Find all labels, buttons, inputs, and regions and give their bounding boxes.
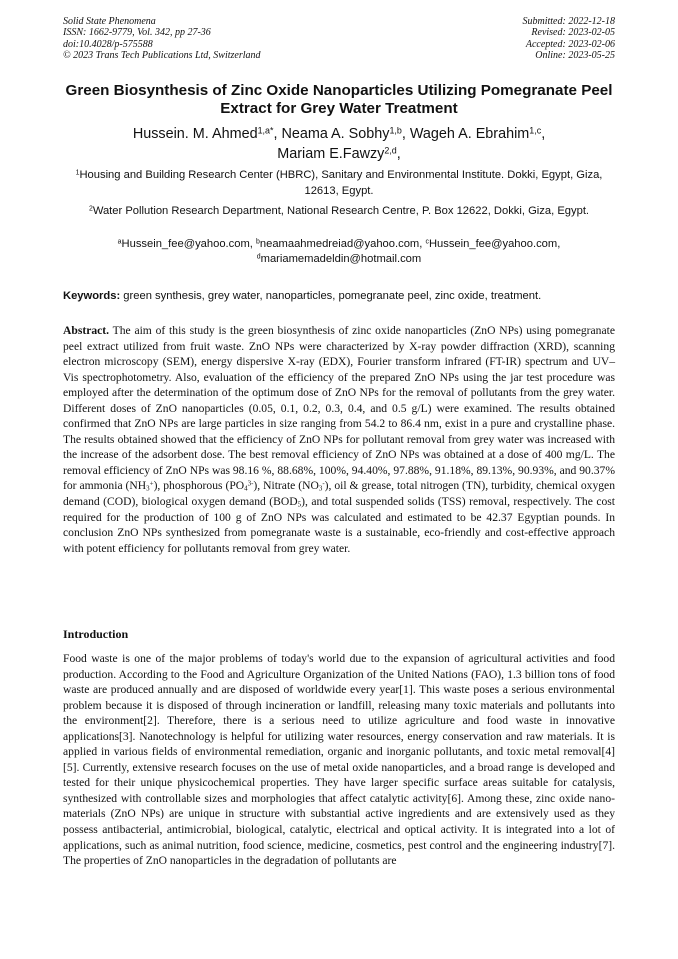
email-marker: c [425,238,429,246]
author-affiliation-marker: 2,d [384,145,397,156]
affiliation-text: Water Pollution Research Department, National Research Centre, P. Box 12622, Dokki, Giza, Egypt. [92,205,590,217]
author-separator: , [273,126,282,142]
author-name: Mariam E.Fawzy [277,146,385,162]
copyright: © 2023 Trans Tech Publications Ltd, Switzerland [63,50,261,62]
email-marker: d [256,253,261,261]
email-marker: a [117,238,122,246]
email-separator: , [557,238,561,250]
author-list [63,124,615,164]
section-heading-introduction: Introduction [63,627,129,641]
affiliation [63,167,615,199]
article-dates [523,16,616,62]
superscript: 3- [247,480,254,488]
paper-title: Green Biosynthesis of Zinc Oxide Nanoparticles Utilizing Pomegranate Peel Extract for Grey Water Treatment [65,82,613,117]
keywords-label: Keywords: [63,290,121,302]
author-separator: , [541,126,546,142]
author-affiliation-marker: 1,b [389,125,402,136]
affiliation-text: Housing and Building Research Center (HBRC), Sanitary and Environmental Institute. Dokki, Egypt, Giza, 12613, Egypt. [79,169,603,197]
abstract-text: ), and total suspended solids (TSS) removal, respectively. The cost required for the production of 100 g of ZnO NPs was calculated and estimated to be 42.37 Egyptian pounds. In conclusion ZnO NPs synthesized from pomegranate waste is a sustainable, eco-friendly and cost-effective approach with potent efficiency for pollutants removal from grey water. [63,495,616,555]
author-name: Hussein. M. Ahmed [132,126,258,142]
journal-info [63,16,261,62]
online-date: Online: 2023-05-25 [535,50,615,62]
subscript: 4 [244,484,248,493]
email-separator: , [249,238,257,250]
issn-volume: ISSN: 1662-9779, Vol. 342, pp 27-36 [63,27,211,39]
abstract-text: ), oil & grease, total nitrogen (TN), turbidity, chemical oxygen demand (COD), biological oxygen demand (BOD [63,479,615,509]
email-marker: b [256,238,260,246]
doi: doi:10.4028/p-575588 [63,38,153,50]
email-separator: , [419,238,426,250]
email-address[interactable]: Hussein_fee@yahoo.com [428,238,558,250]
affiliation-number: 1 [75,169,80,177]
introduction-paragraph: Food waste is one of the major problems of today's world due to the expansion of agricultural activities and food production. According to the Food and Agriculture Organization of the United Nations (FAO), 1.3 billion tons of food waste are produced annually and are disposed of worldwide every year[1]. This waste poses a serious environmental problem because it is disposed of through incineration or landfill, releasing many toxic materials and pollutants into the environment[2]. Therefore, there is a serious need to utilize agriculture and food waste in innovative applications[3]. Nanotechnology is helpful for utilizing water resources, energy conservation and raw materials. It is applied in various fields of environmental remediation, organic and inorganic pollutants, and toxic metal removal[4][5]. Currently, extensive research focuses on the use of metal oxide nanoparticles, and a broad range is developed and tested for their unique physicochemical properties. They have larger specific surface areas suitable for catalysis, synthesized with controllable sizes and morphologies that affect catalytic activity[6]. Among these, zinc oxide nano-materials (ZnO NPs) are unique in structure with substantial active ingredients and are extensively used as they possess antibacterial, antimicrobial, biological, catalytic, electrical and optical activity. It is integrated into a lot of applications, such as animal nutrition, food science, medicine, cosmetics, pest control and the engineering industry[7]. The properties of ZnO nanoparticles in the degradation of pollutants are [63,652,615,868]
abstract-text: ), Nitrate (NO [253,479,319,493]
subscript: 3 [318,484,323,493]
author-name: Wageh A. Ebrahim [409,126,530,142]
affiliation [63,203,615,219]
abstract [63,323,615,556]
abstract-label: Abstract. [63,324,110,337]
email-address[interactable]: mariamemadeldin@hotmail.com [260,253,422,265]
email-address[interactable]: Hussein_fee@yahoo.com [121,238,250,250]
superscript: - [322,480,325,488]
author-separator: , [396,146,401,162]
keywords-text: green synthesis, grey water, nanoparticles, pomegranate peel, zinc oxide, treatment. [120,290,542,302]
author-affiliation-marker: 1,a* [257,125,274,136]
subscript: 3 [146,484,150,493]
author-separator: , [401,126,410,142]
journal-name: Solid State Phenomena [63,16,156,27]
abstract-text: The aim of this study is the green biosynthesis of zinc oxide nanoparticles (ZnO NPs) using pomegranate peel extract utilized from fruit waste. ZnO NPs were characterized by X-ray powder diffraction (XRD), scanning electron microscopy (SEM), energy dispersive X-ray (EDX), Fourier transform infrared (FT-IR) spectrum and UV–Vis spectrophotometry. Also, evaluation of the efficiency of the prepared ZnO NPs using the jar test procedure was employed after the determination of the optimum dose of ZnO NPs for the removal of pollutants from the grey water. Different doses of ZnO nanoparticles (0.05, 0.1, 0.2, 0.3, 0.4, and 0.5 g/L) were examined. The results obtained confirmed that ZnO NPs are large particles in size ranging from 54.2 to 86.4 nm, exist in a pure and crystalline phase. The results obtained showed that the efficiency of ZnO NPs for pollutant removal from grey water was increased with the increase of the adsorbent dose. The best removal efficiency of ZnO NPs was obtained at a dose of 400 mg/L. The removal efficiency of ZnO NPs was 98.16 %, 88.68%, 100%, 94.40%, 97.88%, 91.18%, 89.13%, 90.93%, and 90.37% for ammonia (NH [63,324,615,493]
abstract-text: ), phosphorous (PO [153,479,245,493]
affiliation-number: 2 [88,205,93,213]
accepted-date: Accepted: 2023-02-06 [525,38,615,50]
keywords [63,289,615,304]
superscript: + [149,480,154,488]
revised-date: Revised: 2023-02-05 [531,27,615,39]
email-list [63,237,615,267]
author-affiliation-marker: 1,c [529,125,542,136]
subscript: 5 [297,500,302,509]
submitted-date: Submitted: 2022-12-18 [522,16,615,27]
author-name: Neama A. Sobhy [281,126,390,142]
email-address[interactable]: neamaahmedreiad@yahoo.com [259,238,420,250]
